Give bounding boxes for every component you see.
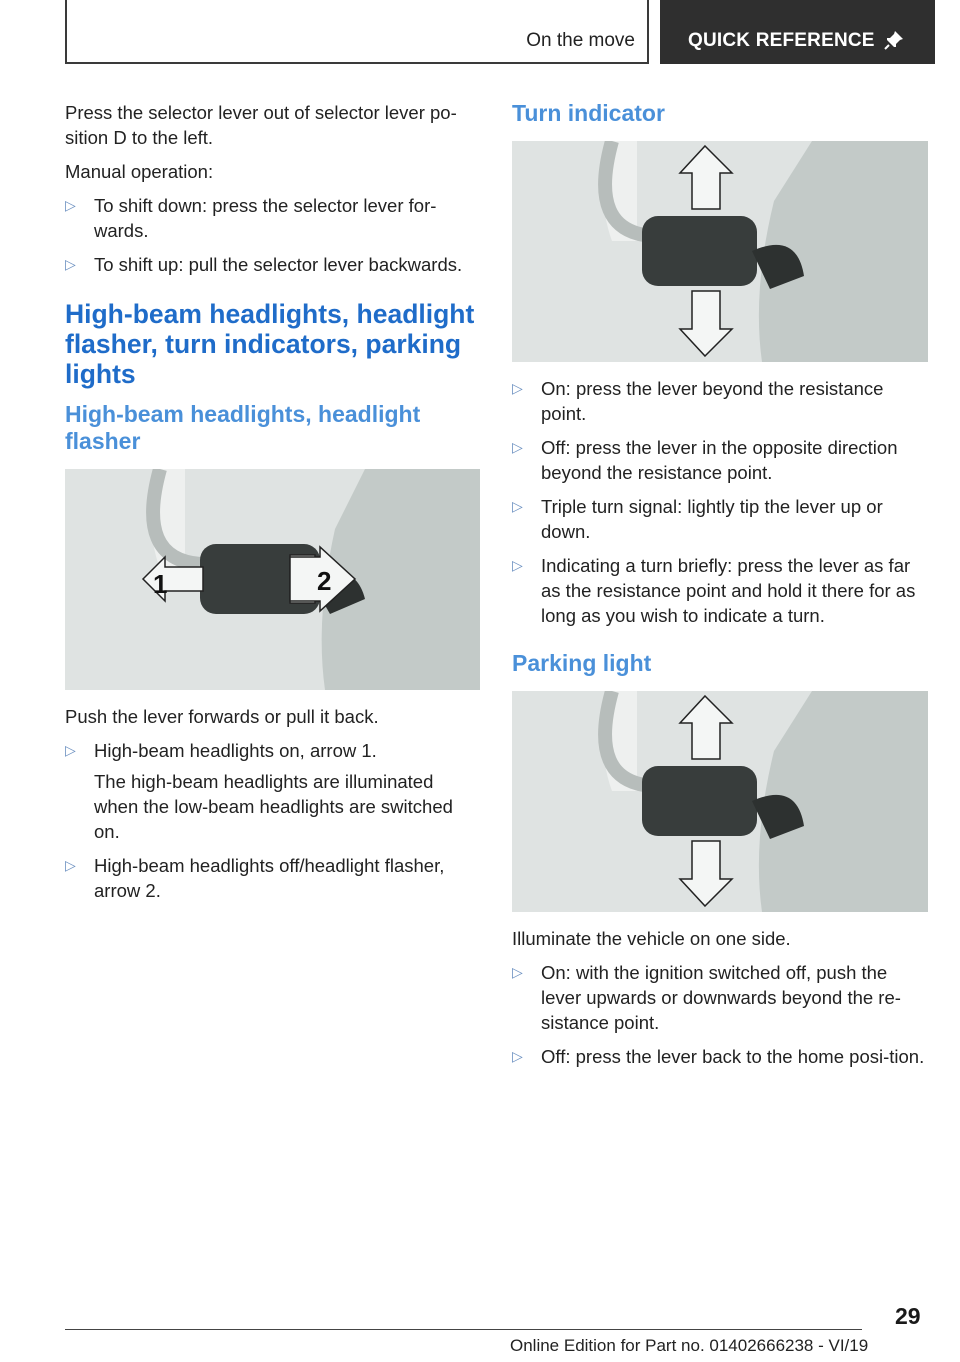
list-item: ▷ Off: press the lever back to the home posi-tion. [512, 1046, 925, 1067]
subsection-heading-parking-light: Parking light [512, 650, 652, 676]
triangle-bullet-icon: ▷ [512, 964, 523, 980]
subsection-heading-high-beam: High-beam headlights, headlight flasher [65, 401, 421, 454]
pushpin-icon [882, 28, 906, 52]
triangle-bullet-icon: ▷ [512, 1048, 523, 1064]
intro-paragraph: Press the selector lever out of selector lever po-sition D to the left. [65, 102, 457, 148]
triangle-bullet-icon: ▷ [65, 197, 76, 213]
chapter-title: QUICK REFERENCE [688, 30, 875, 51]
chapter-tab[interactable] [660, 0, 935, 64]
header-frame [65, 0, 649, 64]
parking-intro-paragraph: Illuminate the vehicle on one side. [512, 928, 791, 949]
arrow-2-label: 2 [317, 566, 332, 596]
triangle-bullet-icon: ▷ [512, 557, 523, 573]
list-item: ▷ To shift up: pull the selector lever backwards. [65, 254, 463, 275]
manual-operation-label: Manual operation: [65, 161, 214, 182]
triangle-bullet-icon: ▷ [65, 857, 76, 873]
subsection-heading-turn-indicator: Turn indicator [512, 100, 665, 126]
section-title: On the move [526, 30, 635, 51]
footer-divider [65, 1329, 862, 1330]
turn-indicator-lever-figure [512, 141, 928, 362]
triangle-bullet-icon: ▷ [512, 498, 523, 514]
triangle-bullet-icon: ▷ [512, 439, 523, 455]
list-item: ▷ On: with the ignition switched off, push the lever upwards or downwards beyond the re-sistance point. [512, 962, 901, 1033]
triangle-bullet-icon: ▷ [512, 380, 523, 396]
arrow-1-label: 1 [153, 569, 168, 599]
section-heading: High-beam headlights, headlight flasher, turn indicators, parking lights [65, 299, 475, 389]
page-number: 29 [895, 1303, 921, 1329]
list-item: ▷ Off: press the lever in the opposite direction beyond the resistance point. [512, 437, 898, 483]
right-column [512, 100, 928, 1078]
parking-light-lever-figure [512, 691, 928, 912]
triangle-bullet-icon: ▷ [65, 742, 76, 758]
list-item: ▷ High-beam headlights on, arrow 1. The high-beam headlights are illuminated when the low-beam headlights are switched on. [65, 738, 480, 844]
list-item-note: The high-beam headlights are illuminated when the low-beam headlights are switched on. [94, 771, 453, 842]
high-beam-lever-figure [65, 469, 480, 690]
list-item: ▷ To shift down: press the selector lever for-wards. [65, 195, 437, 241]
push-lever-paragraph: Push the lever forwards or pull it back. [65, 706, 379, 727]
list-item: ▷ High-beam headlights off/headlight flasher, arrow 2. [65, 855, 445, 901]
list-item: ▷ Indicating a turn briefly: press the lever as far as the resistance point and hold it there for as long as you wish to indicate a turn. [512, 555, 916, 626]
triangle-bullet-icon: ▷ [65, 256, 76, 272]
list-item: ▷ Triple turn signal: lightly tip the lever up or down. [512, 496, 883, 542]
list-item: ▷ On: press the lever beyond the resistance point. [512, 378, 884, 424]
left-column [65, 100, 480, 912]
edition-footer[interactable]: Online Edition for Part no. 01402666238 - VI/19 [510, 1336, 869, 1355]
